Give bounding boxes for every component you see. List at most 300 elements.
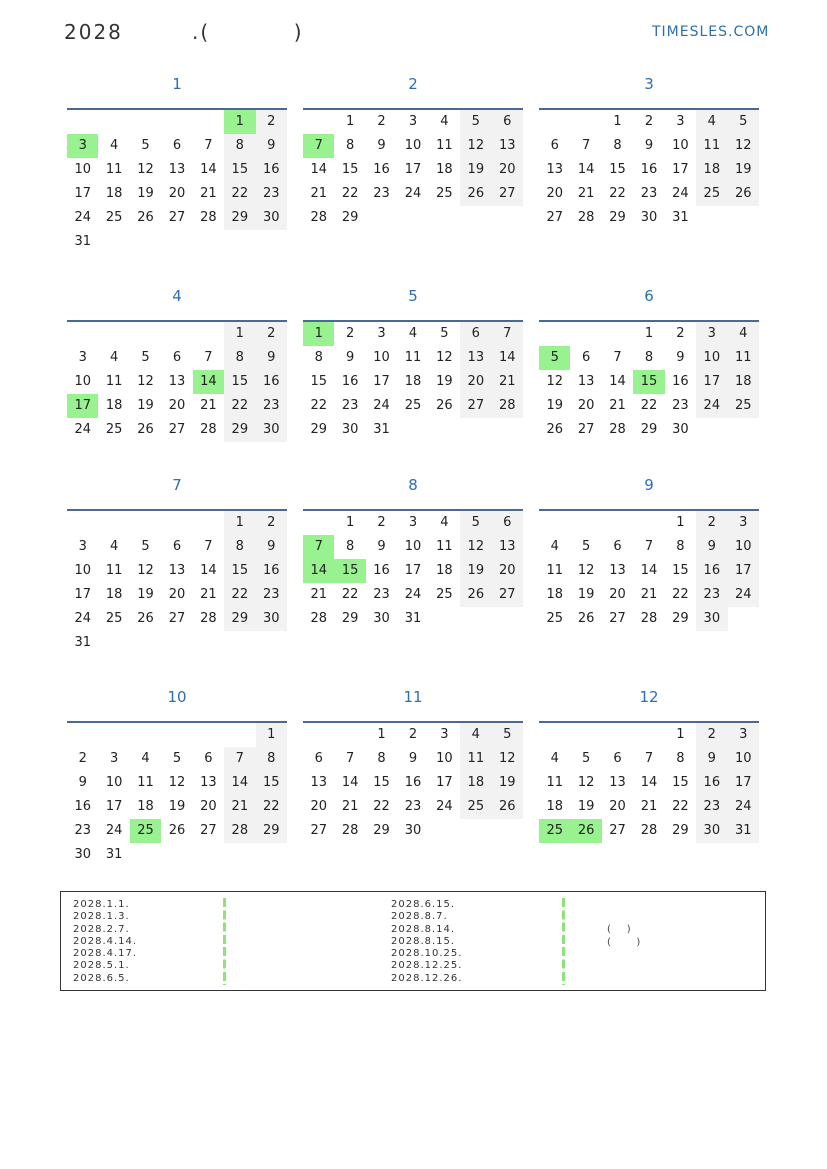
day-empty bbox=[334, 723, 365, 747]
day-cell: 7 bbox=[204, 138, 213, 153]
day-cell: 14 bbox=[224, 771, 255, 795]
day-cell: 25 bbox=[404, 398, 422, 413]
day-cell: 30 bbox=[256, 607, 287, 631]
day-cell: 16 bbox=[256, 370, 287, 394]
day-empty bbox=[602, 723, 633, 747]
month-12 bbox=[539, 687, 759, 843]
day-cell: 9 bbox=[78, 775, 87, 790]
day-cell: 11 bbox=[436, 539, 453, 554]
day-cell: 20 bbox=[310, 799, 327, 814]
month-7 bbox=[67, 475, 287, 655]
day-cell: 1 bbox=[676, 727, 685, 742]
day-cell: 20 bbox=[546, 186, 563, 201]
day-empty bbox=[161, 110, 192, 134]
day-cell: 26 bbox=[168, 823, 186, 838]
day-cell: 16 bbox=[341, 374, 359, 389]
day-cell: 17 bbox=[67, 394, 98, 418]
day-cell: 29 bbox=[256, 819, 287, 843]
day-cell: 8 bbox=[314, 350, 323, 365]
day-cell: 3 bbox=[78, 539, 87, 554]
day-cell: 1 bbox=[224, 110, 255, 134]
day-cell: 5 bbox=[440, 326, 449, 341]
day-cell: 27 bbox=[168, 210, 186, 225]
day-cell: 2 bbox=[256, 110, 287, 134]
day-cell: 23 bbox=[256, 394, 287, 418]
day-cell: 24 bbox=[404, 587, 422, 602]
day-cell: 3 bbox=[377, 326, 386, 341]
day-empty bbox=[67, 511, 98, 535]
day-cell: 4 bbox=[460, 723, 491, 747]
day-cell: 31 bbox=[728, 819, 759, 843]
day-cell: 22 bbox=[310, 398, 327, 413]
day-cell: 13 bbox=[168, 374, 186, 389]
month-title: 5 bbox=[408, 287, 418, 305]
day-cell: 4 bbox=[550, 539, 559, 554]
day-cell: 10 bbox=[436, 751, 453, 766]
day-grid bbox=[303, 511, 523, 631]
day-cell: 6 bbox=[492, 511, 523, 535]
day-grid bbox=[539, 723, 759, 843]
day-grid bbox=[303, 322, 523, 442]
day-cell: 18 bbox=[546, 587, 563, 602]
day-cell: 27 bbox=[492, 182, 523, 206]
day-cell: 6 bbox=[172, 539, 182, 554]
day-cell: 13 bbox=[200, 775, 217, 790]
day-empty bbox=[602, 511, 633, 535]
day-cell: 2 bbox=[408, 727, 418, 742]
day-cell: 18 bbox=[546, 799, 563, 814]
day-cell: 17 bbox=[105, 799, 123, 814]
day-cell: 8 bbox=[676, 751, 685, 766]
day-cell: 1 bbox=[644, 326, 654, 341]
day-cell: 27 bbox=[492, 583, 523, 607]
day-cell: 16 bbox=[74, 799, 91, 814]
day-cell: 9 bbox=[696, 535, 727, 559]
day-grid bbox=[303, 723, 523, 843]
day-cell: 20 bbox=[577, 398, 595, 413]
day-cell: 21 bbox=[310, 587, 327, 602]
day-cell: 16 bbox=[256, 158, 287, 182]
day-cell: 7 bbox=[204, 350, 213, 365]
day-cell: 18 bbox=[436, 563, 453, 578]
day-empty bbox=[224, 723, 255, 747]
day-cell: 1 bbox=[613, 114, 622, 129]
month-title: 1 bbox=[172, 75, 182, 93]
day-cell: 31 bbox=[74, 635, 91, 650]
day-cell: 11 bbox=[546, 775, 563, 790]
day-cell: 4 bbox=[109, 350, 119, 365]
day-cell: 7 bbox=[644, 751, 654, 766]
day-cell: 18 bbox=[137, 799, 154, 814]
day-cell: 4 bbox=[408, 326, 418, 341]
day-cell: 14 bbox=[640, 775, 658, 790]
day-cell: 14 bbox=[492, 346, 523, 370]
day-cell: 11 bbox=[105, 563, 123, 578]
day-cell: 3 bbox=[109, 751, 119, 766]
day-cell: 9 bbox=[345, 350, 355, 365]
month-1 bbox=[67, 74, 287, 254]
day-cell: 26 bbox=[492, 795, 523, 819]
day-cell: 25 bbox=[546, 611, 563, 626]
day-cell: 6 bbox=[172, 350, 182, 365]
day-cell: 13 bbox=[460, 346, 491, 370]
day-cell: 20 bbox=[168, 587, 186, 602]
month-2 bbox=[303, 74, 523, 230]
day-cell: 13 bbox=[492, 535, 523, 559]
day-cell: 1 bbox=[224, 511, 255, 535]
day-cell: 6 bbox=[204, 751, 213, 766]
day-cell: 10 bbox=[74, 162, 91, 177]
day-cell: 28 bbox=[200, 611, 217, 626]
holiday-marker-right bbox=[562, 898, 565, 985]
day-cell: 4 bbox=[141, 751, 150, 766]
day-cell: 9 bbox=[256, 346, 287, 370]
day-cell: 10 bbox=[696, 346, 727, 370]
day-cell: 31 bbox=[74, 234, 91, 249]
day-cell: 19 bbox=[137, 587, 154, 602]
day-empty bbox=[130, 110, 161, 134]
day-cell: 22 bbox=[640, 398, 658, 413]
day-cell: 24 bbox=[74, 210, 91, 225]
day-cell: 23 bbox=[404, 799, 422, 814]
day-cell: 28 bbox=[200, 422, 217, 437]
day-cell: 23 bbox=[256, 583, 287, 607]
day-cell: 28 bbox=[310, 210, 327, 225]
day-cell: 19 bbox=[137, 186, 154, 201]
day-empty bbox=[161, 322, 192, 346]
day-cell: 10 bbox=[404, 138, 422, 153]
day-cell: 2 bbox=[644, 114, 654, 129]
month-9 bbox=[539, 475, 759, 631]
day-cell: 18 bbox=[105, 587, 123, 602]
day-grid bbox=[539, 322, 759, 442]
day-cell: 8 bbox=[613, 138, 622, 153]
day-cell: 7 bbox=[613, 350, 622, 365]
day-cell: 18 bbox=[436, 162, 453, 177]
day-cell: 21 bbox=[341, 799, 359, 814]
day-cell: 13 bbox=[492, 134, 523, 158]
day-cell: 12 bbox=[137, 563, 154, 578]
day-cell: 28 bbox=[640, 823, 658, 838]
day-cell: 24 bbox=[105, 823, 123, 838]
day-cell: 23 bbox=[373, 186, 390, 201]
day-grid bbox=[303, 110, 523, 230]
month-10 bbox=[67, 687, 287, 867]
day-cell: 3 bbox=[408, 114, 418, 129]
day-cell: 6 bbox=[172, 138, 182, 153]
day-empty bbox=[193, 322, 224, 346]
day-cell: 7 bbox=[204, 539, 213, 554]
month-title: 4 bbox=[172, 287, 182, 305]
day-cell: 11 bbox=[404, 350, 422, 365]
day-empty bbox=[98, 723, 129, 747]
day-cell: 8 bbox=[224, 535, 255, 559]
day-cell: 26 bbox=[570, 819, 601, 843]
day-cell: 28 bbox=[224, 819, 255, 843]
day-cell: 7 bbox=[224, 747, 255, 771]
day-cell: 27 bbox=[310, 823, 327, 838]
day-cell: 12 bbox=[460, 134, 491, 158]
day-empty bbox=[193, 511, 224, 535]
day-cell: 22 bbox=[609, 186, 626, 201]
day-cell: 8 bbox=[644, 350, 654, 365]
day-cell: 21 bbox=[609, 398, 626, 413]
day-cell: 26 bbox=[577, 611, 595, 626]
day-cell: 5 bbox=[539, 346, 570, 370]
day-cell: 17 bbox=[436, 775, 453, 790]
day-cell: 15 bbox=[224, 559, 255, 583]
day-cell: 5 bbox=[141, 539, 150, 554]
day-cell: 12 bbox=[577, 775, 595, 790]
day-empty bbox=[303, 723, 334, 747]
day-cell: 21 bbox=[200, 186, 217, 201]
day-cell: 13 bbox=[577, 374, 595, 389]
day-cell: 11 bbox=[137, 775, 154, 790]
day-cell: 26 bbox=[137, 422, 154, 437]
month-4 bbox=[67, 286, 287, 442]
day-empty bbox=[602, 322, 633, 346]
page-title bbox=[64, 20, 304, 44]
day-cell: 31 bbox=[105, 847, 123, 862]
day-cell: 22 bbox=[224, 182, 255, 206]
day-cell: 17 bbox=[404, 563, 422, 578]
day-cell: 3 bbox=[696, 322, 727, 346]
day-cell: 16 bbox=[672, 374, 689, 389]
day-cell: 15 bbox=[224, 158, 255, 182]
day-cell: 29 bbox=[224, 607, 255, 631]
day-cell: 14 bbox=[193, 370, 224, 394]
day-cell: 3 bbox=[728, 723, 759, 747]
day-cell: 26 bbox=[460, 182, 491, 206]
holiday-notes: ( ) ( ) bbox=[607, 924, 641, 948]
day-cell: 24 bbox=[696, 394, 727, 418]
day-cell: 23 bbox=[640, 186, 658, 201]
day-cell: 25 bbox=[696, 182, 727, 206]
day-cell: 27 bbox=[460, 394, 491, 418]
day-cell: 18 bbox=[728, 370, 759, 394]
day-cell: 30 bbox=[404, 823, 422, 838]
day-empty bbox=[98, 322, 129, 346]
day-cell: 23 bbox=[74, 823, 91, 838]
day-cell: 11 bbox=[460, 747, 491, 771]
day-cell: 27 bbox=[609, 611, 626, 626]
day-cell: 19 bbox=[546, 398, 563, 413]
day-empty bbox=[539, 511, 570, 535]
day-cell: 2 bbox=[696, 723, 727, 747]
day-cell: 25 bbox=[105, 611, 123, 626]
day-cell: 27 bbox=[577, 422, 595, 437]
day-grid bbox=[67, 723, 287, 867]
day-cell: 6 bbox=[613, 539, 622, 554]
day-cell: 20 bbox=[609, 799, 626, 814]
day-cell: 22 bbox=[224, 394, 255, 418]
day-empty bbox=[130, 723, 161, 747]
month-5 bbox=[303, 286, 523, 442]
day-cell: 17 bbox=[373, 374, 390, 389]
day-cell: 23 bbox=[341, 398, 359, 413]
day-cell: 5 bbox=[581, 751, 591, 766]
day-cell: 24 bbox=[74, 611, 91, 626]
year-label: 2028 bbox=[64, 20, 123, 44]
day-cell: 18 bbox=[460, 771, 491, 795]
day-cell: 1 bbox=[345, 114, 355, 129]
day-cell: 19 bbox=[168, 799, 186, 814]
month-title: 6 bbox=[644, 287, 654, 305]
day-cell: 3 bbox=[440, 727, 449, 742]
day-cell: 21 bbox=[640, 587, 658, 602]
day-cell: 9 bbox=[256, 134, 287, 158]
day-empty bbox=[193, 110, 224, 134]
day-cell: 10 bbox=[728, 747, 759, 771]
day-cell: 5 bbox=[141, 138, 150, 153]
day-empty bbox=[303, 110, 334, 134]
day-cell: 8 bbox=[377, 751, 386, 766]
day-cell: 17 bbox=[74, 587, 91, 602]
day-cell: 8 bbox=[345, 539, 355, 554]
day-empty bbox=[98, 110, 129, 134]
day-cell: 16 bbox=[373, 162, 390, 177]
day-cell: 25 bbox=[460, 795, 491, 819]
day-cell: 12 bbox=[577, 563, 595, 578]
day-cell: 20 bbox=[492, 158, 523, 182]
day-cell: 4 bbox=[696, 110, 727, 134]
day-cell: 29 bbox=[341, 611, 359, 626]
day-cell: 19 bbox=[137, 398, 154, 413]
day-cell: 2 bbox=[377, 114, 386, 129]
day-cell: 18 bbox=[696, 158, 727, 182]
day-cell: 11 bbox=[105, 162, 123, 177]
day-cell: 4 bbox=[109, 138, 119, 153]
day-cell: 16 bbox=[640, 162, 658, 177]
day-cell: 4 bbox=[440, 114, 449, 129]
day-cell: 5 bbox=[141, 350, 150, 365]
day-cell: 5 bbox=[581, 539, 591, 554]
day-cell: 13 bbox=[310, 775, 327, 790]
day-cell: 5 bbox=[492, 723, 523, 747]
month-title: 2 bbox=[408, 75, 418, 93]
day-cell: 5 bbox=[728, 110, 759, 134]
brand-link[interactable]: TIMESLES.COM bbox=[652, 24, 770, 40]
day-cell: 19 bbox=[492, 771, 523, 795]
day-cell: 21 bbox=[310, 186, 327, 201]
day-empty bbox=[633, 723, 664, 747]
day-cell: 14 bbox=[200, 162, 217, 177]
day-cell: 17 bbox=[74, 186, 91, 201]
day-empty bbox=[98, 511, 129, 535]
day-cell: 20 bbox=[609, 587, 626, 602]
day-empty bbox=[130, 511, 161, 535]
day-cell: 14 bbox=[303, 559, 334, 583]
day-cell: 6 bbox=[492, 110, 523, 134]
day-cell: 14 bbox=[640, 563, 658, 578]
day-cell: 21 bbox=[577, 186, 595, 201]
day-cell: 26 bbox=[460, 583, 491, 607]
day-cell: 15 bbox=[334, 559, 365, 583]
day-cell: 28 bbox=[341, 823, 359, 838]
day-cell: 3 bbox=[676, 114, 685, 129]
day-cell: 30 bbox=[256, 206, 287, 230]
day-cell: 9 bbox=[644, 138, 654, 153]
day-cell: 25 bbox=[539, 819, 570, 843]
day-cell: 10 bbox=[74, 374, 91, 389]
day-cell: 24 bbox=[728, 583, 759, 607]
day-cell: 10 bbox=[105, 775, 123, 790]
day-cell: 29 bbox=[224, 418, 255, 442]
day-cell: 7 bbox=[644, 539, 654, 554]
day-cell: 8 bbox=[345, 138, 355, 153]
day-cell: 17 bbox=[728, 559, 759, 583]
day-cell: 1 bbox=[224, 322, 255, 346]
day-cell: 19 bbox=[436, 374, 453, 389]
day-cell: 3 bbox=[78, 350, 87, 365]
day-cell: 1 bbox=[377, 727, 386, 742]
day-cell: 25 bbox=[436, 587, 453, 602]
day-cell: 19 bbox=[577, 587, 595, 602]
day-cell: 6 bbox=[550, 138, 559, 153]
holiday-list-right: 2028.6.15. 2028.8.7. 2028.8.14. 2028.8.15. 2028.10.25. 2028.12.25. 2028.12.26. bbox=[391, 899, 463, 984]
day-cell: 5 bbox=[460, 511, 491, 535]
day-cell: 14 bbox=[609, 374, 626, 389]
day-cell: 20 bbox=[200, 799, 217, 814]
day-cell: 1 bbox=[256, 723, 287, 747]
day-cell: 17 bbox=[728, 771, 759, 795]
day-cell: 13 bbox=[546, 162, 563, 177]
day-cell: 2 bbox=[345, 326, 355, 341]
day-cell: 26 bbox=[137, 611, 154, 626]
day-cell: 27 bbox=[168, 422, 186, 437]
day-cell: 11 bbox=[105, 374, 123, 389]
day-cell: 3 bbox=[728, 511, 759, 535]
day-cell: 14 bbox=[310, 162, 327, 177]
day-cell: 25 bbox=[105, 422, 123, 437]
day-cell: 22 bbox=[341, 587, 359, 602]
holiday-marker-left bbox=[223, 898, 226, 985]
day-cell: 15 bbox=[672, 775, 689, 790]
day-empty bbox=[67, 322, 98, 346]
month-title: 11 bbox=[403, 688, 423, 706]
day-cell: 7 bbox=[345, 751, 355, 766]
day-cell: 22 bbox=[224, 583, 255, 607]
day-cell: 8 bbox=[224, 346, 255, 370]
day-empty bbox=[303, 511, 334, 535]
day-cell: 28 bbox=[310, 611, 327, 626]
day-empty bbox=[570, 110, 601, 134]
day-cell: 11 bbox=[546, 563, 563, 578]
day-cell: 30 bbox=[74, 847, 91, 862]
day-cell: 9 bbox=[256, 535, 287, 559]
day-cell: 10 bbox=[74, 563, 91, 578]
day-cell: 31 bbox=[404, 611, 422, 626]
day-empty bbox=[570, 511, 601, 535]
day-cell: 2 bbox=[696, 511, 727, 535]
day-cell: 12 bbox=[137, 374, 154, 389]
day-cell: 15 bbox=[373, 775, 390, 790]
day-cell: 31 bbox=[672, 210, 689, 225]
day-cell: 26 bbox=[546, 422, 563, 437]
day-grid bbox=[539, 511, 759, 631]
day-cell: 24 bbox=[373, 398, 390, 413]
day-cell: 26 bbox=[728, 182, 759, 206]
day-cell: 15 bbox=[633, 370, 664, 394]
day-cell: 27 bbox=[546, 210, 563, 225]
day-cell: 29 bbox=[672, 611, 689, 626]
day-cell: 19 bbox=[460, 559, 491, 583]
day-cell: 12 bbox=[460, 535, 491, 559]
day-cell: 12 bbox=[492, 747, 523, 771]
day-cell: 30 bbox=[672, 422, 689, 437]
day-cell: 20 bbox=[168, 398, 186, 413]
day-cell: 24 bbox=[74, 422, 91, 437]
